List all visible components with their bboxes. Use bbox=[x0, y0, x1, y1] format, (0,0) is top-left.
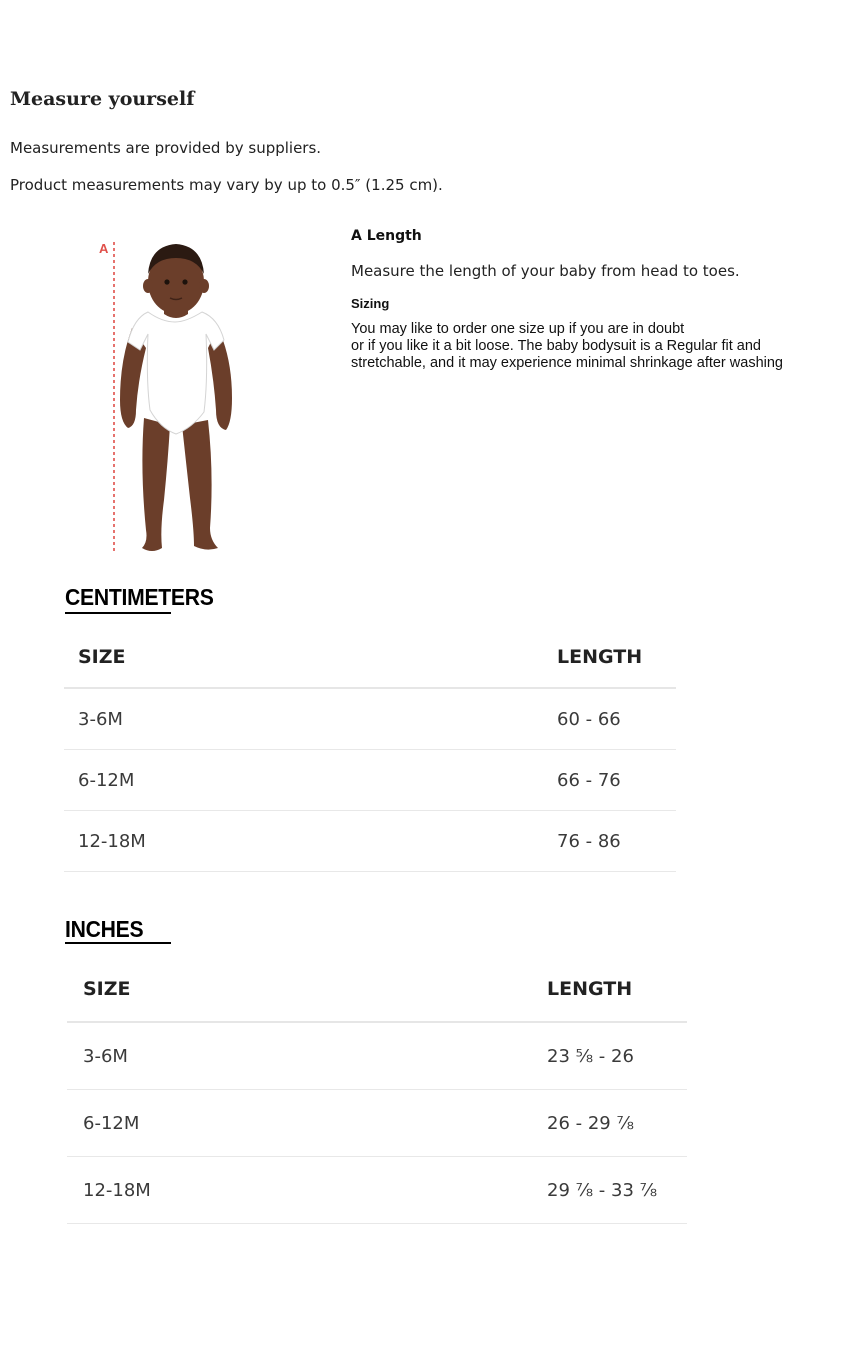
table-header-row bbox=[67, 956, 687, 1022]
baby-figure bbox=[120, 244, 232, 551]
sizing-note-line: You may like to order one size up if you are in doubt bbox=[351, 321, 685, 337]
measurement-instruction: Measure the length of your baby from head to toes. bbox=[351, 262, 740, 280]
table-row bbox=[67, 1090, 687, 1157]
centimeters-heading: CENTIMETERS bbox=[65, 584, 214, 610]
baby-measurement-figure bbox=[90, 230, 260, 560]
length-cell: 26 - 29 ⅞ bbox=[547, 1090, 687, 1157]
size-cell: 12-18M bbox=[67, 1157, 547, 1224]
size-cell: 6-12M bbox=[67, 1090, 547, 1157]
page-title: Measure yourself bbox=[10, 88, 195, 110]
column-header-length: LENGTH bbox=[557, 627, 676, 688]
sizing-note-line: stretchable, and it may experience minimal shrinkage after washing bbox=[351, 355, 783, 371]
size-cell: 3-6M bbox=[64, 688, 557, 750]
measurement-description bbox=[351, 228, 821, 372]
sizing-title: Sizing bbox=[351, 296, 390, 311]
baby-illustration bbox=[90, 230, 260, 560]
table-header-row bbox=[64, 627, 676, 688]
table-row bbox=[67, 1157, 687, 1224]
sizing-note-line: or if you like it a bit loose. The baby bodysuit is a Regular fit and bbox=[351, 338, 761, 354]
length-marker-label: A bbox=[99, 241, 109, 256]
measurement-title: A Length bbox=[351, 228, 422, 244]
table-row bbox=[64, 750, 676, 811]
centimeters-size-table bbox=[64, 627, 676, 872]
column-header-size: SIZE bbox=[67, 956, 547, 1022]
size-cell: 12-18M bbox=[64, 811, 557, 872]
length-cell: 60 - 66 bbox=[557, 688, 676, 750]
sizing-note bbox=[351, 321, 821, 372]
intro-supplier-note: Measurements are provided by suppliers. bbox=[10, 139, 322, 157]
inches-size-table bbox=[67, 956, 687, 1224]
intro-variance-note: Product measurements may vary by up to 0.5″ (1.25 cm). bbox=[10, 176, 443, 194]
length-cell: 29 ⅞ - 33 ⅞ bbox=[547, 1157, 687, 1224]
table-row bbox=[67, 1022, 687, 1090]
table-row bbox=[64, 811, 676, 872]
length-cell: 23 ⅝ - 26 bbox=[547, 1022, 687, 1090]
inches-heading-underline bbox=[65, 942, 171, 944]
size-cell: 6-12M bbox=[64, 750, 557, 811]
length-cell: 66 - 76 bbox=[557, 750, 676, 811]
centimeters-heading-underline bbox=[65, 612, 171, 614]
length-cell: 76 - 86 bbox=[557, 811, 676, 872]
inches-heading: INCHES bbox=[65, 916, 144, 942]
size-cell: 3-6M bbox=[67, 1022, 547, 1090]
table-row bbox=[64, 688, 676, 750]
column-header-size: SIZE bbox=[64, 627, 557, 688]
column-header-length: LENGTH bbox=[547, 956, 687, 1022]
